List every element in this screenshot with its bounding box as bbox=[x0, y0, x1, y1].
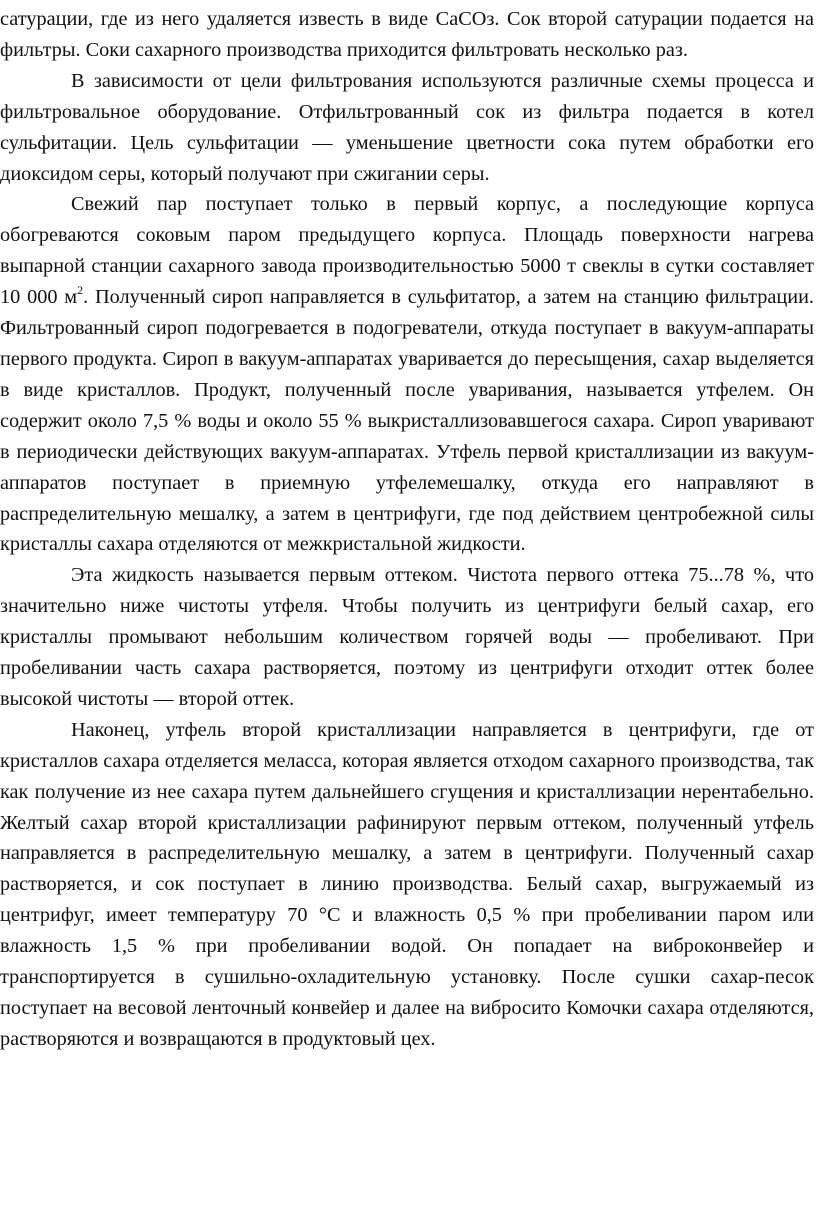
paragraph-text: В зависимости от цели фильтрования используются различные схемы процесса и фильтровальное оборудование. Отфильтрованный сок из фильтра подается в котел сульфитации. Цель сульфитации — уменьшение цветности сока путем обработки его диоксидом серы, который получают при сжигании серы. bbox=[0, 69, 814, 185]
paragraph-first-runoff bbox=[0, 560, 814, 715]
paragraph-evaporation bbox=[0, 189, 814, 560]
paragraph-text: . Полученный сироп направляется в сульфитатор, а затем на станцию фильтрации. Фильтрованный сироп подогревается в подогреватели, откуда поступает в вакуум-аппараты первого продукта. Сироп в вакуум-аппаратах уваривается до пересыщения, сахар выделяется в виде кристаллов. Продукт, полученный после уваривания, называется утфелем. Он содержит около 7,5 % воды и около 55 % выкристаллизовавшегося сахара. Сироп уваривают в периодически действующих вакуум-аппаратах. Утфель первой кристаллизации из вакуум-аппаратов поступает в приемную утфелемешалку, откуда его направляют в распределительную мешалку, а затем в центрифуги, где под действием центробежной силы кристаллы сахара отделяются от межкристальной жидкости. bbox=[0, 286, 815, 556]
paragraph-text: сатурации, где из него удаляется известь в виде CaCOз. Сок второй сатурации подается на фильтры. Соки сахарного производства приходится фильтровать несколько раз. bbox=[0, 8, 814, 61]
paragraph-text: Свежий пар поступает только в первый корпус, а последующие корпуса обогреваются соковым паром предыдущего корпуса. Площадь поверхности нагрева выпарной станции сахарного завода производительностью 5000 т свеклы в сутки составляет 10 000 м bbox=[0, 193, 814, 309]
paragraph-text: Наконец, утфель второй кристаллизации направляется в центрифуги, где от кристаллов сахара отделяется меласса, которая является отходом сахарного производства, так как получение из нее сахара путем дальнейшего сгущения и кристаллизации нерентабельно. Желтый сахар второй кристаллизации рафинируют первым оттеком, полученный утфель направляется в распределительную мешалку, а затем в центрифуги. Полученный сахар растворяется, и сок поступает в линию производства. Белый сахар, выгружаемый из центрифуг, имеет температуру 70 °С и влажность 0,5 % при пробеливании паром или влажность 1,5 % при пробеливании водой. Он попадает на виброконвейер и транспортируется в сушильно-охладительную установку. После сушки сахар-песок поступает на весовой ленточный конвейер и далее на вибросито Комочки сахара отделяются, растворяются и возвращаются в продуктовый цех. bbox=[0, 718, 814, 1050]
superscript: 2 bbox=[77, 283, 84, 298]
paragraph-filtration bbox=[0, 66, 814, 190]
paragraph-text: Эта жидкость называется первым оттеком. Чистота первого оттека 75...78 %, что значительно ниже чистоты утфеля. Чтобы получить из центрифуги белый сахар, его кристаллы промывают небольшим количеством горячей воды — пробеливают. При пробеливании часть сахара растворяется, поэтому из центрифуги отходит оттек более высокой чистоты — второй оттек. bbox=[0, 564, 814, 710]
paragraph-second-crystallization bbox=[0, 715, 814, 1055]
paragraph-saturation bbox=[0, 4, 814, 66]
